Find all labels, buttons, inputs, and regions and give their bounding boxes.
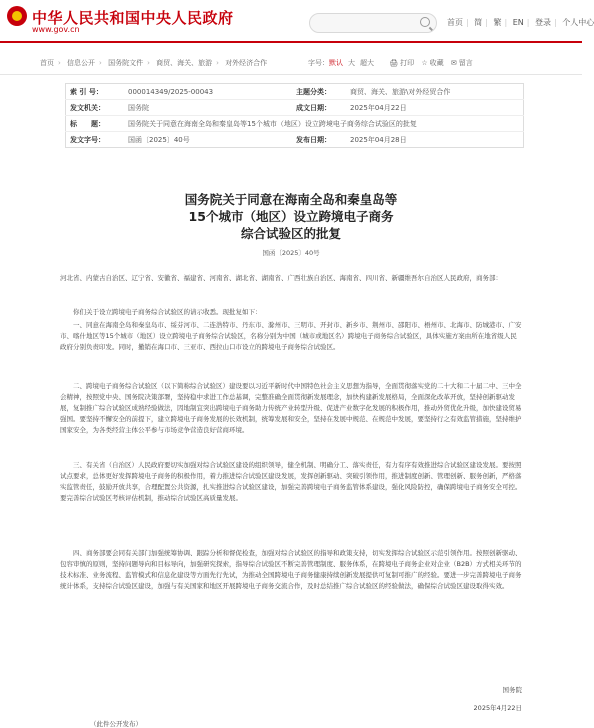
- signature-date: 2025年4月22日: [473, 704, 522, 712]
- paragraph-2: 二、跨境电子商务综合试验区（以下简称综合试验区）建设要以习近平新时代中国特色社会主义思想为指导，全面贯彻落实党的二十大和二十届二中、三中全会精神，按照党中央、国务院决策部署，坚持稳中求进工作总基调，完整准确全面贯彻新发展理念，加快构建新发展格局，全面深化改革开放，坚持创新驱动发展，复制推广综合试验区成熟经验做法，因地制宜突出跨境电子商务助力传统产业转型升级、促进产业数字化发展的积极作用，推动外贸优化升级，加快建设贸易强国。要坚持不懈安全的前提下，建立跨境电子商务发展的长效机制，统筹发展和安全，坚持在发展中规范、在规范中发展，要坚持行之有效监管措施，坚持维护国家安全，为各类经营主体公平参与市场竞争营造良好营商环境。: [60, 382, 522, 434]
- issuer-value: 国务院: [124, 100, 292, 116]
- nav-separator: |: [504, 18, 508, 27]
- issuer-label: 发文机关：: [66, 100, 125, 116]
- top-nav: [447, 17, 594, 28]
- title-value: 国务院关于同意在海南全岛和秦皇岛等15个城市（地区）设立跨境电子商务综合试验区的批复: [124, 116, 524, 132]
- nav-user-center[interactable]: 个人中心: [562, 18, 594, 27]
- nav-separator: |: [554, 18, 557, 27]
- document-title-line-1: 国务院关于同意在海南全岛和秦皇岛等: [184, 192, 398, 207]
- pubdate-value: 2025年04月28日: [346, 132, 524, 148]
- font-size-large[interactable]: 大: [348, 59, 355, 67]
- favorite-button[interactable]: 收藏: [429, 59, 444, 67]
- paragraph-3: 三、有关省（自治区）人民政府要切实加强对综合试验区建设的组织领导，健全机制、明确分工、落实责任，有力有序有效推进综合试验区建设发展。要按照试点要求，总体更好发挥跨境电子商务的积极作用，着力推进综合试验区建设发展，发挥创新驱动、突破引领作用，推进制度创新、管理创新、服务创新，严格落实监管责任，鼓励开放共享，合理配置公共资源，扎实推进综合试验区建设，加强完善跨境电子商务监管体系建设，强化风险防控，确保跨境电子商务安全可控。要完善综合试验区考核评估机制，推动综合试验区高质量发展。: [60, 461, 522, 502]
- search-input[interactable]: [309, 13, 437, 33]
- nav-home[interactable]: 首页: [447, 18, 463, 27]
- print-icon[interactable]: 🖨: [389, 59, 399, 67]
- breadcrumb-info[interactable]: 信息公开: [67, 59, 96, 67]
- recipients: 河北省、内蒙古自治区、辽宁省、安徽省、福建省、河南省、湖北省、湖南省、广西壮族自治区、海南省、四川省、新疆维吾尔自治区人民政府，商务部：: [60, 274, 502, 282]
- nav-english[interactable]: EN: [512, 18, 524, 27]
- message-icon[interactable]: ✉: [450, 59, 457, 67]
- breadcrumb-docs[interactable]: 国务院文件: [108, 59, 144, 67]
- favorite-icon[interactable]: ☆: [421, 59, 428, 67]
- breadcrumb-arrow-icon: ›: [99, 59, 102, 67]
- leave-message-button[interactable]: 留言: [458, 59, 473, 67]
- date-written-label: 成文日期：: [292, 100, 346, 116]
- nav-login[interactable]: 登录: [535, 18, 552, 27]
- site-name[interactable]: 中华人民共和国中央人民政府: [32, 9, 234, 27]
- document-info-table: [65, 83, 524, 148]
- docnum-value: 国函〔2025〕40号: [124, 132, 292, 148]
- national-emblem-icon[interactable]: [7, 6, 27, 26]
- breadcrumb-arrow-icon: ›: [216, 59, 219, 67]
- category-value: 商贸、海关、旅游\对外经贸合作: [350, 87, 451, 96]
- date-written-value: 2025年04月22日: [346, 100, 524, 116]
- paragraph-4: 四、商务部要会同有关部门加强统筹协调、跟踪分析和督促检查，加强对综合试验区的指导和政策支持，切实发挥综合试验区示范引领作用。按照创新驱动、包容审慎的原则，坚持问题导向和目标导向，加强研究探索，指导综合试验区不断完善管理制度、服务体系，在跨境电子商务企业对企业（B2B）方式相关环节的技术标准、业务流程、监管模式和信息化建设等方面先行先试，为推动全国跨境电子商务健康持续创新发展提供可复制可推广的经验。要进一步完善跨境电子商务统计体系，支持综合试验区建设，加强与有关国家和地区开展跨境电子商务交流合作，及时总结推广综合试验区的经验做法，确保综合试验区建设取得实效。: [60, 549, 522, 590]
- font-size-default[interactable]: 默认: [329, 59, 343, 67]
- signer: 国务院: [502, 686, 522, 694]
- document-number: 国函〔2025〕40号: [262, 249, 320, 257]
- document-title: [60, 191, 522, 242]
- breadcrumb-arrow-icon: ›: [58, 59, 61, 67]
- document-title-line-3: 综合试验区的批复: [240, 226, 341, 241]
- header-divider: [0, 41, 582, 43]
- breadcrumb-home[interactable]: 首页: [40, 59, 54, 67]
- breadcrumb-arrow-icon: ›: [147, 59, 150, 67]
- intro-paragraph: 你们关于设立跨境电子商务综合试验区的请示收悉。现批复如下：: [73, 308, 262, 316]
- font-size-xlarge[interactable]: 超大: [360, 59, 374, 67]
- print-button[interactable]: 打印: [400, 59, 415, 67]
- page-tools: [308, 58, 478, 68]
- breadcrumb: [40, 58, 267, 68]
- nav-separator: |: [526, 18, 530, 27]
- font-size-label: 字号：: [308, 59, 329, 67]
- nav-separator: |: [466, 18, 469, 27]
- nav-traditional[interactable]: 繁: [493, 18, 502, 27]
- docnum-label: 发文字号：: [66, 132, 125, 148]
- nav-simplified[interactable]: 简: [474, 18, 483, 27]
- document-title-line-2: 15个城市（地区）设立跨境电子商务: [188, 209, 394, 224]
- breadcrumb-subtopic[interactable]: 对外经济合作: [225, 59, 268, 67]
- search-icon[interactable]: [420, 17, 430, 27]
- nav-separator: |: [485, 18, 488, 27]
- index-label: 索 引 号：: [70, 87, 103, 96]
- breadcrumb-topic[interactable]: 商贸、海关、旅游: [156, 59, 213, 67]
- breadcrumb-bar: [0, 52, 582, 75]
- publish-note: （此件公开发布）: [90, 720, 142, 728]
- pubdate-label: 发布日期：: [292, 132, 346, 148]
- site-url[interactable]: www.gov.cn: [32, 25, 80, 34]
- site-header: [0, 0, 594, 42]
- category-label: 主题分类：: [296, 87, 331, 96]
- paragraph-1: 一、同意在海南全岛和秦皇岛市、绥芬河市、二连浩特市、丹东市、滁州市、三明市、开封市、新乡市、荆州市、邵阳市、梧州市、北海市、防城港市、广安市、喀什地区等15个城市（地区）设立跨境电子商务综合试验区，名称分别为中国（城市或地区名）跨境电子商务综合试验区，具体实施方案由所在地省级人民政府分别负责印发。同时，撤销在海口市、三亚市、西拉山口市设立的跨境电子商务综合试验区。: [60, 321, 522, 351]
- index-value: 000014349/2025-00043: [128, 87, 214, 96]
- title-label: 标 题：: [66, 116, 125, 132]
